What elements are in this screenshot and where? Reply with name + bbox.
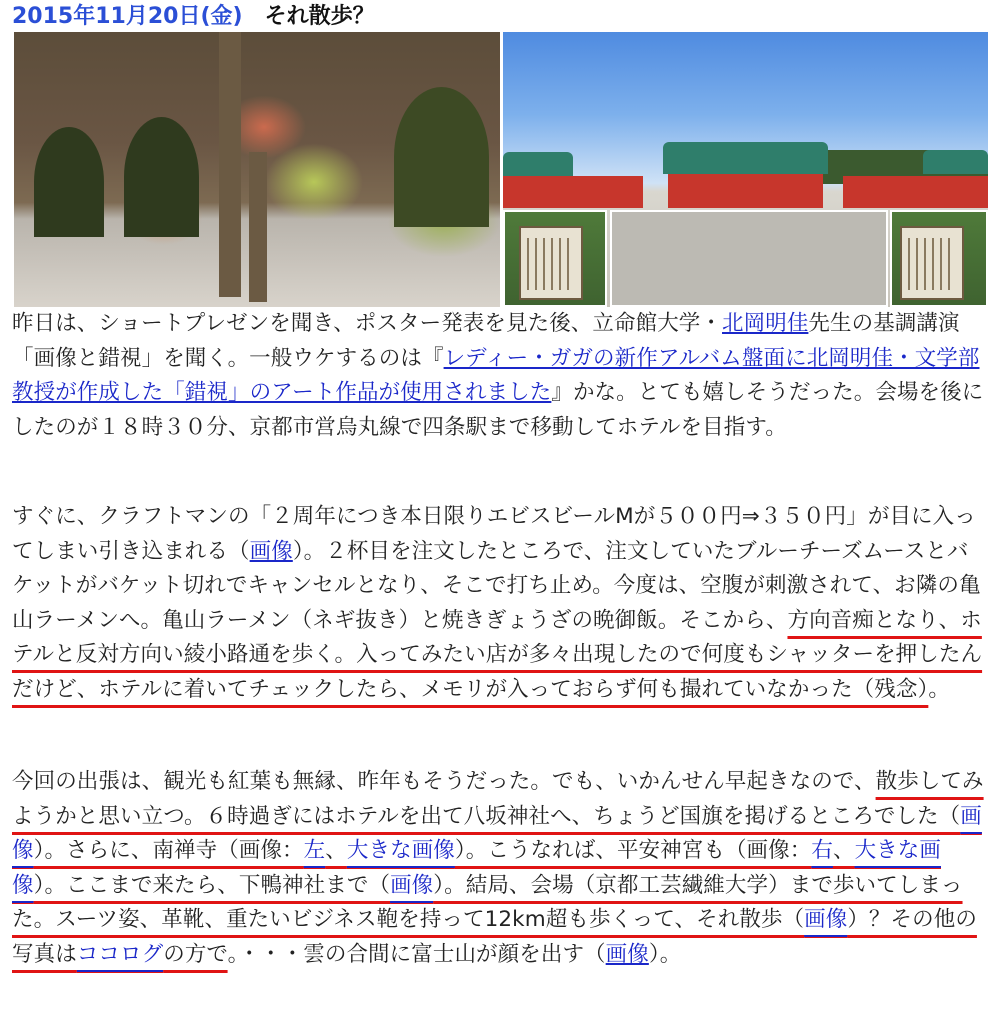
text: 。・・・雲の合間に富士山が顔を出す（	[227, 941, 606, 967]
text: ）。結局、会場（京都工芸繊維大学）まで歩いてしまった。スーツ姿、革靴、重たいビジネス鞄を持って12km超も歩くって、それ散歩（	[12, 872, 963, 932]
text: ）。２杯目を注文したところで、注文していたブルーチーズムースとバケットがバケット切れでキャンセルとなり、そこで打ち止め。今度は、空腹が刺激されて、お隣の亀山ラーメンへ。亀山ラーメン（ネギ抜き）と焼きぎょうざの晩御飯。そこから、	[12, 538, 981, 633]
text: 先生の基調講演「画像と錯視」を聞く。一般ウケするのは『	[12, 311, 960, 371]
wooden-sign	[519, 226, 583, 300]
link-cocolog[interactable]: ココログ	[76, 941, 164, 967]
tree-trunk	[249, 152, 267, 302]
text: ）。	[648, 941, 682, 967]
tree-trunk	[219, 32, 241, 297]
text: 。	[928, 676, 950, 702]
post-date: 2015年11月20日(金)	[12, 4, 243, 29]
post-title: それ散歩？	[264, 4, 375, 29]
link-heian-right[interactable]: 右	[811, 838, 833, 863]
text: ）。さらに、南禅寺（画像：	[33, 838, 304, 863]
wooden-sign	[900, 226, 964, 300]
text: ）？その他の写真は	[12, 907, 977, 967]
text: 、	[832, 838, 855, 863]
link-image-shimogamo[interactable]: 画像	[390, 872, 434, 898]
text: 』かな。とても嬉しそうだった。会場を後にしたのが１８時３０分、京都市営烏丸線で四条駅まで移動してホテルを目指す。	[12, 380, 984, 440]
link-image-beer[interactable]: 画像	[249, 538, 293, 564]
link-heian-large[interactable]: 大きな画像	[12, 838, 941, 898]
sign-inset-right	[890, 210, 988, 307]
paragraph-walk	[12, 765, 987, 972]
link-nanzenji-large[interactable]: 大きな画像	[346, 838, 455, 863]
text: 、	[325, 838, 347, 863]
left-corridor	[503, 176, 643, 208]
photo-aqueduct[interactable]	[14, 32, 500, 307]
paragraph-dinner	[12, 500, 987, 707]
text: ）。ここまで来たら、下鴨神社まで（	[33, 872, 391, 898]
link-lady-gaga-article[interactable]: レディー・ガガの新作アルバム盤面に北岡明佳・文学部教授が作成した「錯視」のアート作品が使用されました	[12, 345, 980, 405]
aqueduct-arch	[394, 87, 489, 227]
gravel-courtyard	[610, 210, 888, 307]
text: 今回の出張は、観光も紅葉も無縁、昨年もそうだった。でも、いかんせん早起きなので、	[12, 769, 876, 794]
link-image-fuji[interactable]: 画像	[605, 941, 649, 967]
link-image-yasaka[interactable]: 画像	[12, 803, 982, 863]
aqueduct-arch	[124, 117, 199, 237]
text: ）。こうなれば、平安神宮も（画像：	[454, 838, 812, 863]
right-corridor	[843, 176, 988, 208]
paragraph-lecture	[12, 307, 987, 445]
sign-inset-left	[503, 210, 607, 307]
right-tower-roof	[923, 150, 988, 174]
text: の方で	[163, 941, 228, 967]
highlight-underlined	[12, 769, 984, 967]
text: 散歩してみようかと思い立つ。６時過ぎにはホテルを出て八坂神社へ、ちょうど国旗を掲げるところでした（	[12, 769, 984, 829]
main-hall-roof	[663, 142, 828, 174]
text: すぐに、クラフトマンの「２周年につき本日限りエビスビールMが５００円⇒３５０円」が目に入ってしまい引き込まれる（	[12, 504, 976, 564]
left-tower-roof	[503, 152, 573, 176]
link-image-walk[interactable]: 画像	[804, 907, 848, 932]
main-hall	[668, 174, 823, 208]
post-header	[12, 2, 375, 32]
highlight-underlined: 方向音痴となり、ホテルと反対方向い綾小路通を歩く。入ってみたい店が多々出現したので何度もシャッターを押したんだけど、ホテルに着いてチェックしたら、メモリが入っておらず何も撮れていなかった（残念）	[12, 607, 983, 702]
aqueduct-arch	[34, 127, 104, 237]
text: 昨日は、ショートプレゼンを聞き、ポスター発表を見た後、立命館大学・	[12, 311, 723, 336]
link-kitaoka[interactable]: 北岡明佳	[722, 311, 809, 336]
link-nanzenji-left[interactable]: 左	[303, 838, 326, 863]
photo-heian-shrine[interactable]	[503, 32, 988, 307]
